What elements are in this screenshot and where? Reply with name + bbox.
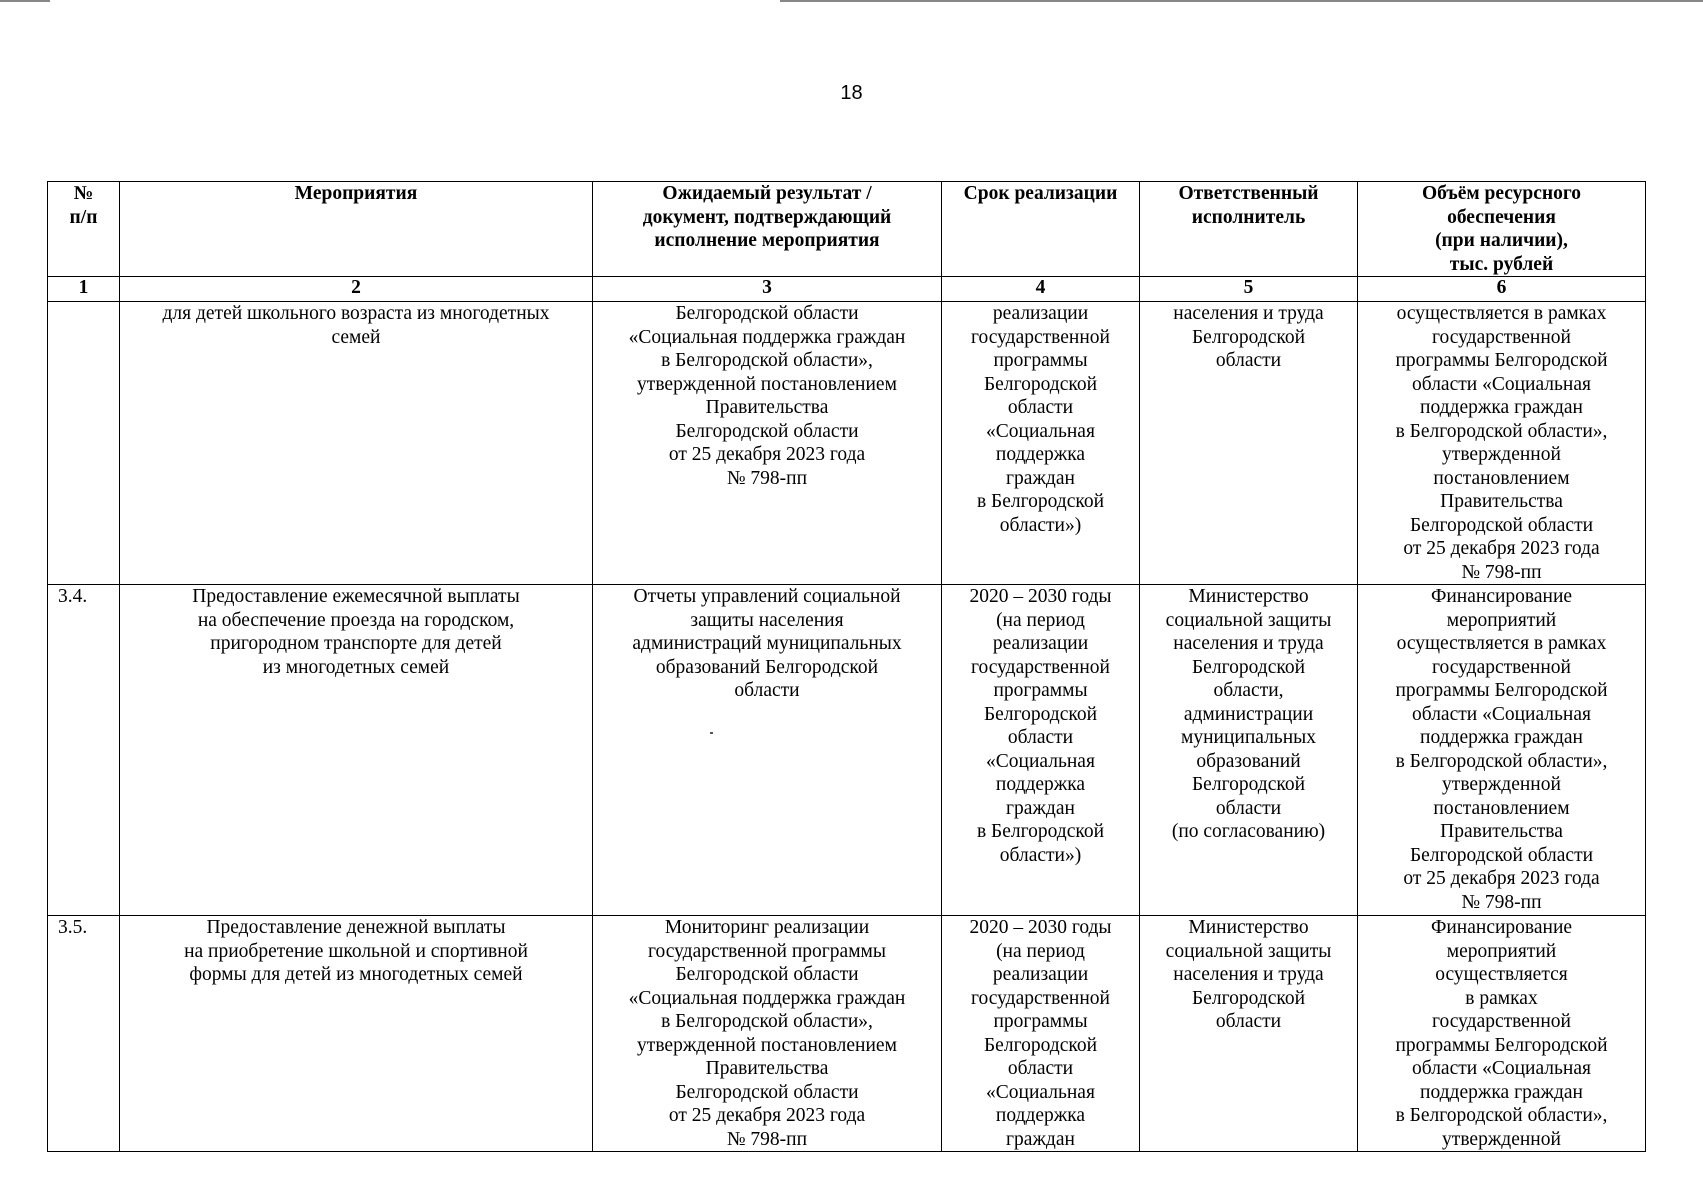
scan-speck [710, 732, 713, 734]
activity-cell: Предоставление ежемесячной выплаты на обеспечение проезда на городском, пригородном транспорте для детей из многодетных семей [120, 585, 593, 916]
header-number: № п/п [48, 182, 120, 277]
row-number: 3.4. [48, 585, 120, 916]
funding-cell: Финансирование мероприятий осуществляется в рамках государственной программы Белгородской области «Социальная поддержка граждан в Белгородской области», утвержденной [1358, 916, 1646, 1152]
table-row [48, 585, 1646, 916]
funding-cell: осуществляется в рамках государственной программы Белгородской области «Социальная поддержка граждан в Белгородской области», утвержденной постановлением Правительства Белгородской области от 25 декабря 2023 года № 798-пп [1358, 302, 1646, 585]
column-number: 1 [48, 277, 120, 302]
scan-edge-line-left [0, 0, 50, 2]
row-number: 3.5. [48, 916, 120, 1152]
table-row [48, 302, 1646, 585]
result-cell: Мониторинг реализации государственной программы Белгородской области «Социальная поддержка граждан в Белгородской области», утвержденной постановлением Правительства Белгородской области от 25 декабря 2023 года № 798-пп [593, 916, 942, 1152]
column-number-row [48, 277, 1646, 302]
header-activities: Мероприятия [120, 182, 593, 277]
activities-table [47, 181, 1646, 1152]
header-expected-result: Ожидаемый результат / документ, подтверждающий исполнение мероприятия [593, 182, 942, 277]
activity-cell: Предоставление денежной выплаты на приобретение школьной и спортивной формы для детей из многодетных семей [120, 916, 593, 1152]
funding-cell: Финансирование мероприятий осуществляется в рамках государственной программы Белгородской области «Социальная поддержка граждан в Белгородской области», утвержденной постановлением Правительства Белгородской области от 25 декабря 2023 года № 798-пп [1358, 585, 1646, 916]
table-row [48, 916, 1646, 1152]
page-number: 18 [840, 82, 863, 104]
term-cell: 2020 – 2030 годы (на период реализации государственной программы Белгородской области «Социальная поддержка граждан в Белгородской области») [942, 585, 1140, 916]
column-number: 3 [593, 277, 942, 302]
result-cell: Отчеты управлений социальной защиты населения администраций муниципальных образований Белгородской области [593, 585, 942, 916]
header-funding: Объём ресурсного обеспечения (при наличии), тыс. рублей [1358, 182, 1646, 277]
column-number: 5 [1140, 277, 1358, 302]
activity-cell: для детей школьного возраста из многодетных семей [120, 302, 593, 585]
column-number: 4 [942, 277, 1140, 302]
column-number: 2 [120, 277, 593, 302]
table-header-row [48, 182, 1646, 277]
executor-cell: населения и труда Белгородской области [1140, 302, 1358, 585]
executor-cell: Министерство социальной защиты населения и труда Белгородской области, администрации муниципальных образований Белгородской области (по согласованию) [1140, 585, 1358, 916]
scan-edge-line-right [780, 0, 1703, 2]
row-number [48, 302, 120, 585]
header-executor: Ответственный исполнитель [1140, 182, 1358, 277]
term-cell: 2020 – 2030 годы (на период реализации государственной программы Белгородской области «Социальная поддержка граждан [942, 916, 1140, 1152]
result-cell: Белгородской области «Социальная поддержка граждан в Белгородской области», утвержденной постановлением Правительства Белгородской области от 25 декабря 2023 года № 798-пп [593, 302, 942, 585]
column-number: 6 [1358, 277, 1646, 302]
term-cell: реализации государственной программы Белгородской области «Социальная поддержка граждан в Белгородской области») [942, 302, 1140, 585]
executor-cell: Министерство социальной защиты населения и труда Белгородской области [1140, 916, 1358, 1152]
header-term: Срок реализации [942, 182, 1140, 277]
